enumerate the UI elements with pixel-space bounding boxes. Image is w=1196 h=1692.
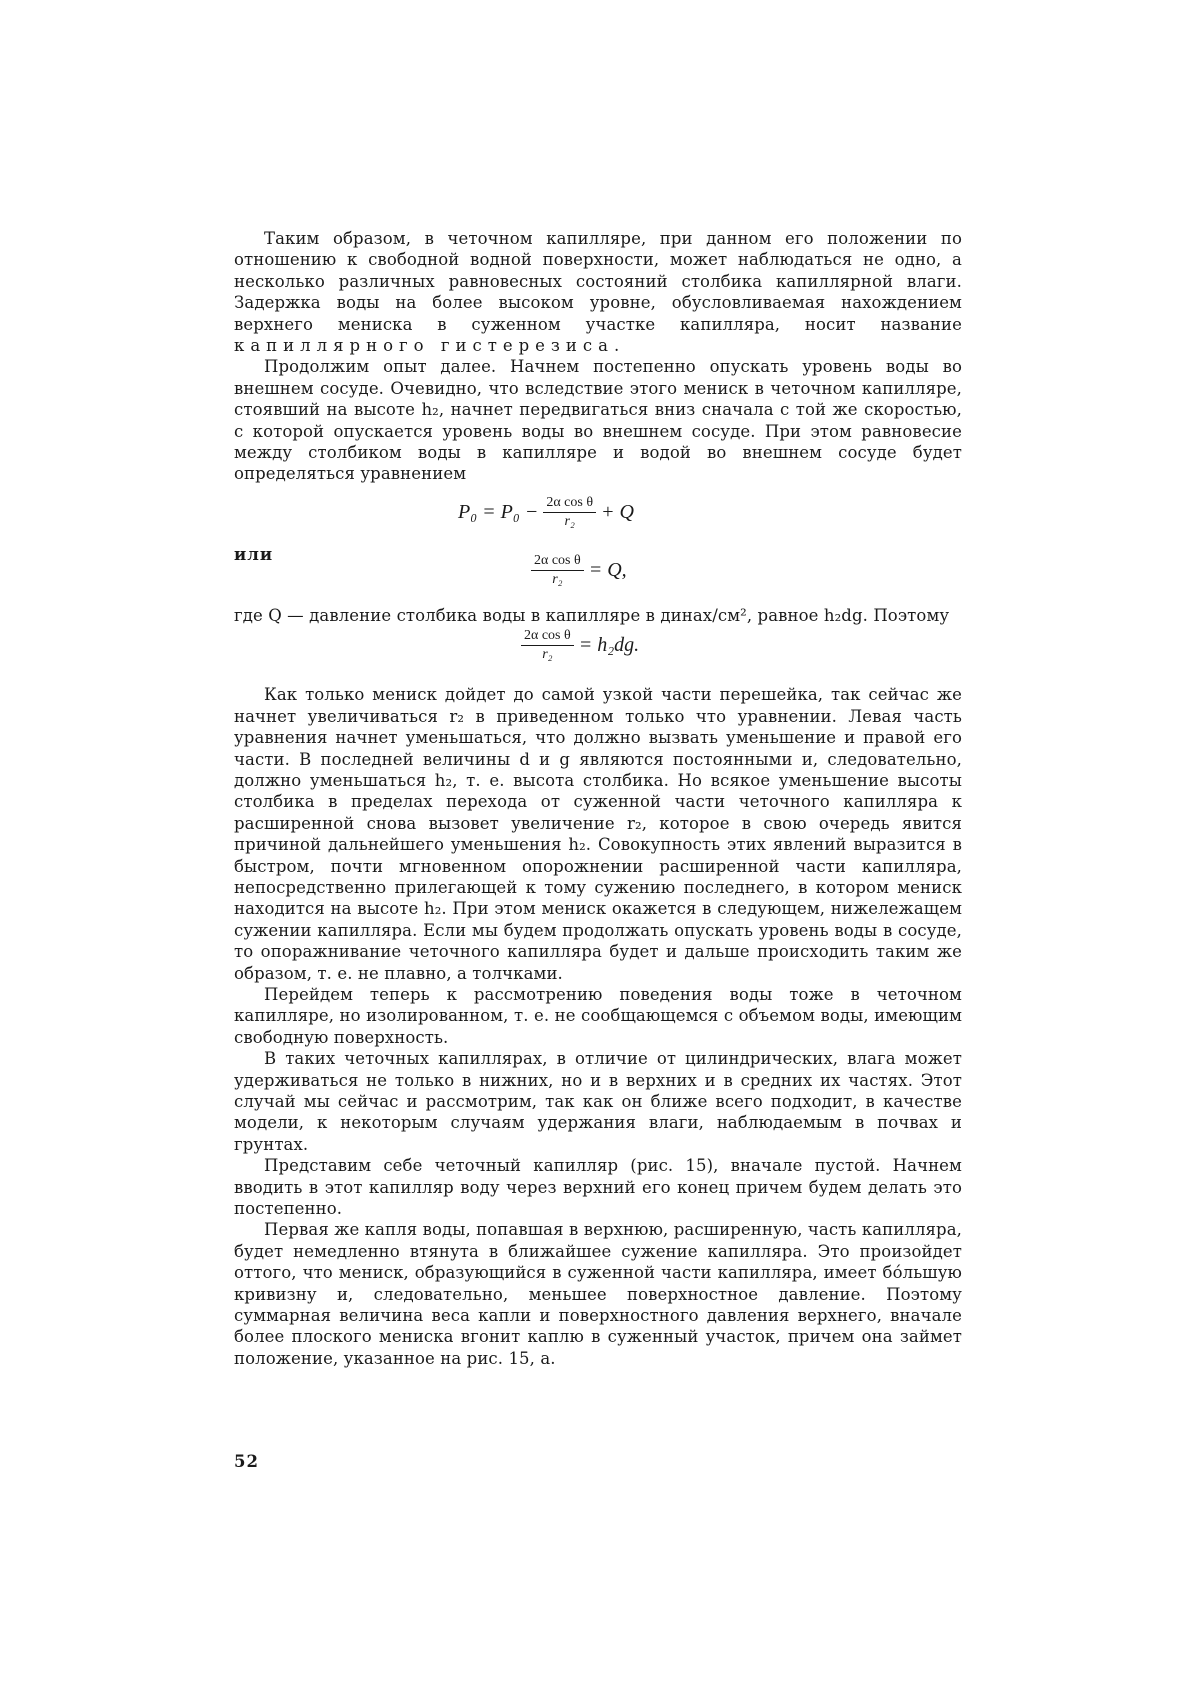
page-number: 52 [234, 1452, 259, 1471]
paragraph-7: Представим себе четочный капилляр (рис. 15), вначале пустой. Начнем вводить в этот капилляр воду через верхний его конец причем будем делать это постепенно. [234, 1156, 962, 1219]
paragraph-5: Перейдем теперь к рассмотрению поведения воды тоже в четочном капилляре, но изолированном, т. е. не сообщающемся с объемом воды, имеющим свободную поверхность. [234, 984, 962, 1047]
paragraph-2: Продолжим опыт далее. Начнем постепенно опускать уровень воды во внешнем сосуде. Очевидно, что вследствие этого мениск в четочном капилляре, стоявший на высоте h₂, начнет передвигаться вниз сначала с той же скоростью, с которой опускается уровень воды во внешнем сосуде. При этом равновесие между столбиком воды в капилляре и водой во внешнем сосуде будет определяться уравнением [234, 357, 962, 484]
formula-1-rhs: + Q [601, 500, 634, 523]
or-label: или [234, 544, 274, 564]
formula-1-lhs: P₀ = P₀ − [458, 500, 539, 523]
formula-1 [458, 495, 634, 530]
paragraph-3: где Q — давление столбика воды в капилляре в динах/см², равное h₂dg. Поэтому [234, 605, 950, 625]
paragraph-1-text: Таким образом, в четочном капилляре, при данном его положении по отношению к свободной водной поверхности, может наблюдаться не одно, а несколько различных равновесных состояний столбика капиллярной влаги. Задержка воды на более высоком уровне, обусловливаемая нахождением верхнего мениска в суженном участке капилляра, носит название [234, 229, 962, 334]
paragraph-4: Как только мениск дойдет до самой узкой части перешейка, так сейчас же начнет увеличиваться r₂ в приведенном только что уравнении. Левая часть уравнения начнет уменьшаться, что должно вызвать уменьшение и правой его части. В последней величины d и g являются постоянными и, следовательно, должно уменьшаться h₂, т. е. высота столбика. Но всякое уменьшение высоты столбика в пределах перехода от суженной части четочного капилляра к расширенной снова вызовет увеличение r₂, которое в свою очередь явится причиной дальнейшего уменьшения h₂. Совокупность этих явлений выразится в быстром, почти мгновенном опорожнении расширенной части капилляра, непосредственно прилегающей к тому сужению последнего, в котором мениск находится на высоте h₂. При этом мениск окажется в следующем, нижележащем сужении капилляра. Если мы будем продолжать опускать уровень воды в сосуде, то опоражнивание четочного капилляра будет и дальше происходить таким же образом, т. е. не плавно, а толчками. [234, 685, 962, 983]
term-capillary-hysteresis: капиллярного гистерезиса. [234, 336, 626, 356]
formula-1-row [234, 489, 962, 545]
paragraph-8: Первая же капля воды, попавшая в верхнюю, расширенную, часть капилляра, будет немедленно втянута в ближайшее сужение капилляра. Это произойдет оттого, что мениск, образующийся в суженной части капилляра, имеет бо́льшую кривизну и, следовательно, меньшее поверхностное давление. Поэтому суммарная величина веса капли и поверхностного давления верхнего, вначале более плоского мениска вгонит каплю в суженный участок, причем она займет положение, указанное на рис. 15, а. [234, 1220, 962, 1368]
formula-3 [516, 628, 639, 663]
formula-2 [526, 553, 627, 588]
formula-2-denominator: r₂ [552, 571, 563, 587]
formula-1-fraction [543, 495, 596, 530]
formula-2-row [234, 545, 962, 603]
formula-2-numerator: 2α cos θ [531, 553, 584, 571]
formula-2-rhs: = Q, [588, 558, 627, 581]
paragraph-1 [234, 228, 962, 356]
formula-3-fraction [521, 628, 574, 663]
formula-2-fraction [531, 553, 584, 588]
page-body [234, 228, 962, 1369]
formula-3-row [234, 626, 962, 678]
formula-3-numerator: 2α cos θ [521, 628, 574, 646]
paragraph-6: В таких четочных капиллярах, в отличие от цилиндрических, влага может удерживаться не только в нижних, но и в верхних и в средних их частях. Этот случай мы сейчас и рассмотрим, так как он ближе всего подходит, в качестве модели, к некоторым случаям удержания влаги, наблюдаемым в почвах и грунтах. [234, 1049, 962, 1154]
formula-3-denominator: r₂ [542, 647, 553, 663]
formula-3-rhs: = h₂dg. [578, 634, 640, 657]
formula-1-denominator: r₂ [564, 513, 575, 529]
formula-1-numerator: 2α cos θ [543, 495, 596, 513]
